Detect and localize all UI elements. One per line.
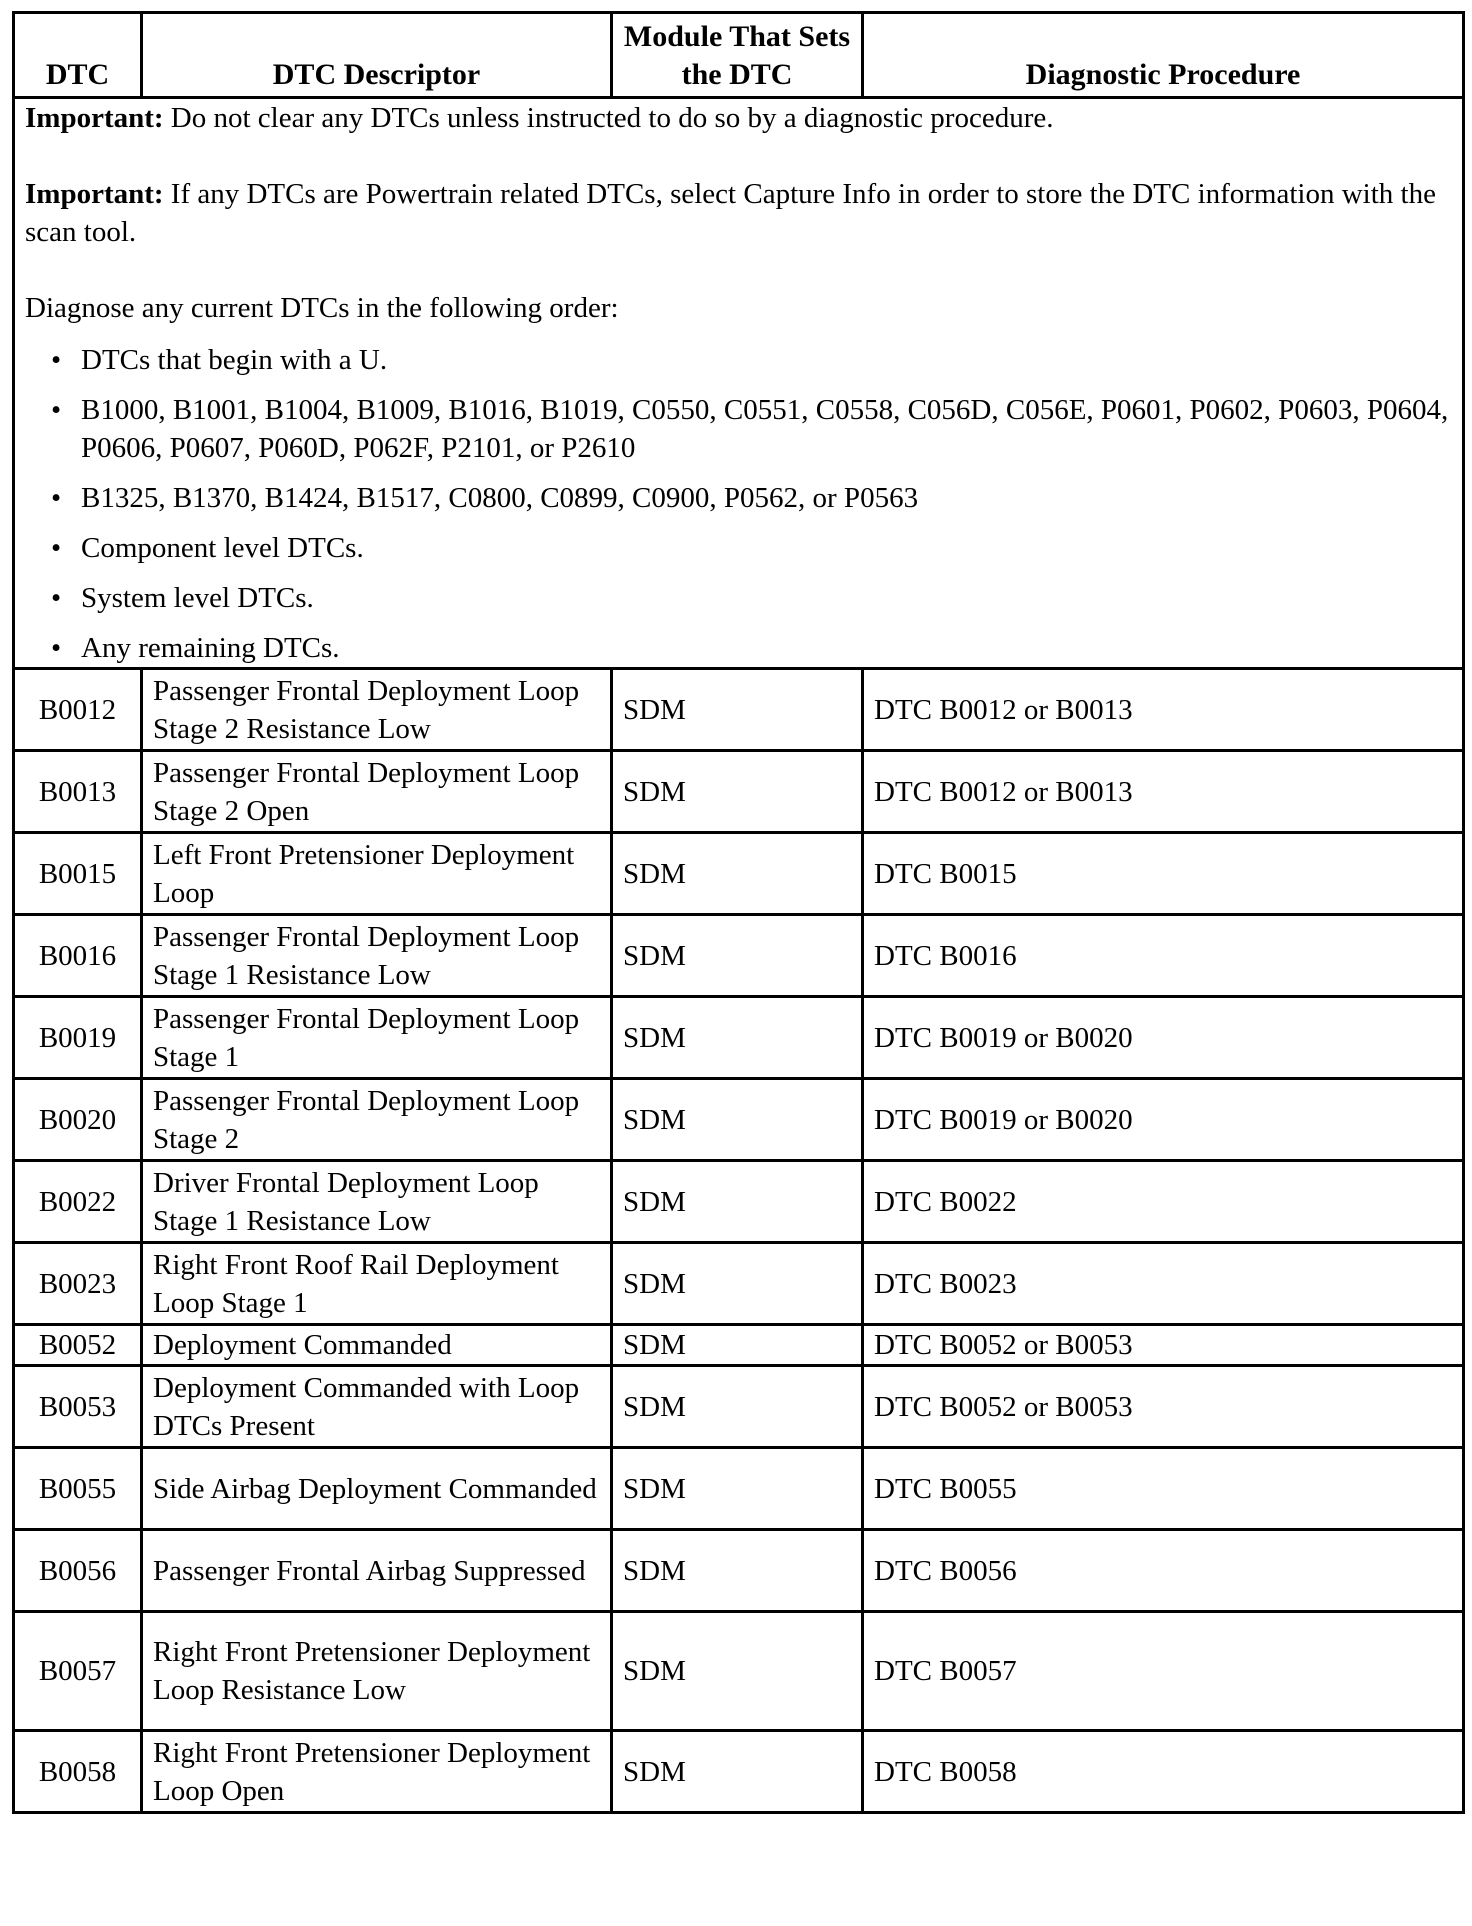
order-item-text: Any remaining DTCs. [81, 632, 340, 664]
dtc-code: B0022 [14, 1161, 142, 1243]
bullet-icon: • [51, 632, 62, 664]
dtc-descriptor: Deployment Commanded [142, 1325, 612, 1366]
dtc-procedure: DTC B0052 or B0053 [863, 1325, 1464, 1366]
table-header-row [14, 13, 1464, 98]
dtc-table [12, 11, 1465, 1814]
bullet-icon: • [51, 394, 62, 426]
dtc-procedure: DTC B0056 [863, 1530, 1464, 1612]
important-note-1 [25, 99, 1452, 137]
dtc-procedure: DTC B0015 [863, 833, 1464, 915]
dtc-descriptor: Driver Frontal Deployment Loop Stage 1 Resistance Low [142, 1161, 612, 1243]
important-label: Important: [25, 178, 164, 210]
header-descriptor: DTC Descriptor [142, 13, 612, 98]
important-text: If any DTCs are Powertrain related DTCs, select Capture Info in order to store the DTC information with the scan tool. [25, 178, 1436, 248]
dtc-descriptor: Passenger Frontal Deployment Loop Stage 1 Resistance Low [142, 915, 612, 997]
dtc-code: B0012 [14, 669, 142, 751]
header-module: Module That Sets the DTC [612, 13, 863, 98]
dtc-procedure: DTC B0023 [863, 1243, 1464, 1325]
table-row [14, 833, 1464, 915]
dtc-code: B0055 [14, 1448, 142, 1530]
notes-cell [14, 98, 1464, 669]
important-label: Important: [25, 102, 164, 134]
table-row [14, 915, 1464, 997]
important-note-2 [25, 175, 1452, 251]
dtc-module: SDM [612, 1325, 863, 1366]
order-item-text: Component level DTCs. [81, 532, 364, 564]
dtc-procedure: DTC B0019 or B0020 [863, 1079, 1464, 1161]
dtc-code: B0023 [14, 1243, 142, 1325]
table-row [14, 1325, 1464, 1366]
dtc-procedure: DTC B0022 [863, 1161, 1464, 1243]
order-item [51, 341, 1452, 379]
dtc-module: SDM [612, 751, 863, 833]
dtc-module: SDM [612, 1366, 863, 1448]
order-item-text: DTCs that begin with a U. [81, 344, 388, 376]
dtc-code: B0019 [14, 997, 142, 1079]
table-row [14, 1731, 1464, 1813]
order-item-text: System level DTCs. [81, 582, 314, 614]
dtc-descriptor: Right Front Pretensioner Deployment Loop Open [142, 1731, 612, 1813]
notes-row [14, 98, 1464, 669]
order-list [25, 341, 1452, 667]
table-row [14, 1079, 1464, 1161]
dtc-code: B0052 [14, 1325, 142, 1366]
table-row [14, 1161, 1464, 1243]
order-item-text: B1325, B1370, B1424, B1517, C0800, C0899, C0900, P0562, or P0563 [81, 482, 919, 514]
order-item [51, 479, 1452, 517]
dtc-code: B0056 [14, 1530, 142, 1612]
dtc-procedure: DTC B0012 or B0013 [863, 751, 1464, 833]
table-row [14, 1448, 1464, 1530]
dtc-module: SDM [612, 1161, 863, 1243]
dtc-descriptor: Right Front Roof Rail Deployment Loop Stage 1 [142, 1243, 612, 1325]
dtc-code: B0020 [14, 1079, 142, 1161]
dtc-descriptor: Passenger Frontal Deployment Loop Stage 1 [142, 997, 612, 1079]
dtc-procedure: DTC B0019 or B0020 [863, 997, 1464, 1079]
dtc-module: SDM [612, 997, 863, 1079]
dtc-descriptor: Passenger Frontal Deployment Loop Stage 2 Resistance Low [142, 669, 612, 751]
dtc-module: SDM [612, 915, 863, 997]
dtc-descriptor: Passenger Frontal Deployment Loop Stage 2 Open [142, 751, 612, 833]
dtc-module: SDM [612, 1530, 863, 1612]
table-row [14, 1530, 1464, 1612]
dtc-procedure: DTC B0012 or B0013 [863, 669, 1464, 751]
dtc-document [12, 11, 1462, 1814]
dtc-module: SDM [612, 669, 863, 751]
dtc-procedure: DTC B0016 [863, 915, 1464, 997]
dtc-descriptor: Passenger Frontal Deployment Loop Stage 2 [142, 1079, 612, 1161]
order-item [51, 391, 1452, 467]
dtc-procedure: DTC B0057 [863, 1612, 1464, 1731]
bullet-icon: • [51, 344, 62, 376]
bullet-icon: • [51, 582, 62, 614]
header-dtc: DTC [14, 13, 142, 98]
table-row [14, 751, 1464, 833]
order-item [51, 579, 1452, 617]
dtc-module: SDM [612, 1731, 863, 1813]
dtc-module: SDM [612, 1612, 863, 1731]
dtc-descriptor: Deployment Commanded with Loop DTCs Present [142, 1366, 612, 1448]
dtc-descriptor: Passenger Frontal Airbag Suppressed [142, 1530, 612, 1612]
dtc-descriptor: Left Front Pretensioner Deployment Loop [142, 833, 612, 915]
table-row [14, 1366, 1464, 1448]
dtc-module: SDM [612, 1079, 863, 1161]
dtc-code: B0057 [14, 1612, 142, 1731]
table-row [14, 1243, 1464, 1325]
dtc-procedure: DTC B0058 [863, 1731, 1464, 1813]
dtc-descriptor: Right Front Pretensioner Deployment Loop Resistance Low [142, 1612, 612, 1731]
table-row [14, 997, 1464, 1079]
dtc-code: B0013 [14, 751, 142, 833]
dtc-code: B0053 [14, 1366, 142, 1448]
important-text: Do not clear any DTCs unless instructed to do so by a diagnostic procedure. [163, 102, 1054, 134]
dtc-module: SDM [612, 1243, 863, 1325]
order-item [51, 529, 1452, 567]
bullet-icon: • [51, 532, 62, 564]
dtc-code: B0016 [14, 915, 142, 997]
order-item-text: B1000, B1001, B1004, B1009, B1016, B1019, C0550, C0551, C0558, C056D, C056E, P0601, P0602, P0603, P0604, P0606, P0607, P060D, P062F, P2101, or P2610 [81, 394, 1449, 464]
table-row [14, 1612, 1464, 1731]
dtc-code: B0058 [14, 1731, 142, 1813]
dtc-procedure: DTC B0055 [863, 1448, 1464, 1530]
dtc-code: B0015 [14, 833, 142, 915]
dtc-procedure: DTC B0052 or B0053 [863, 1366, 1464, 1448]
order-intro: Diagnose any current DTCs in the following order: [25, 292, 619, 324]
dtc-descriptor: Side Airbag Deployment Commanded [142, 1448, 612, 1530]
header-procedure: Diagnostic Procedure [863, 13, 1464, 98]
table-row [14, 669, 1464, 751]
dtc-module: SDM [612, 833, 863, 915]
order-item [51, 629, 1452, 667]
dtc-module: SDM [612, 1448, 863, 1530]
bullet-icon: • [51, 482, 62, 514]
